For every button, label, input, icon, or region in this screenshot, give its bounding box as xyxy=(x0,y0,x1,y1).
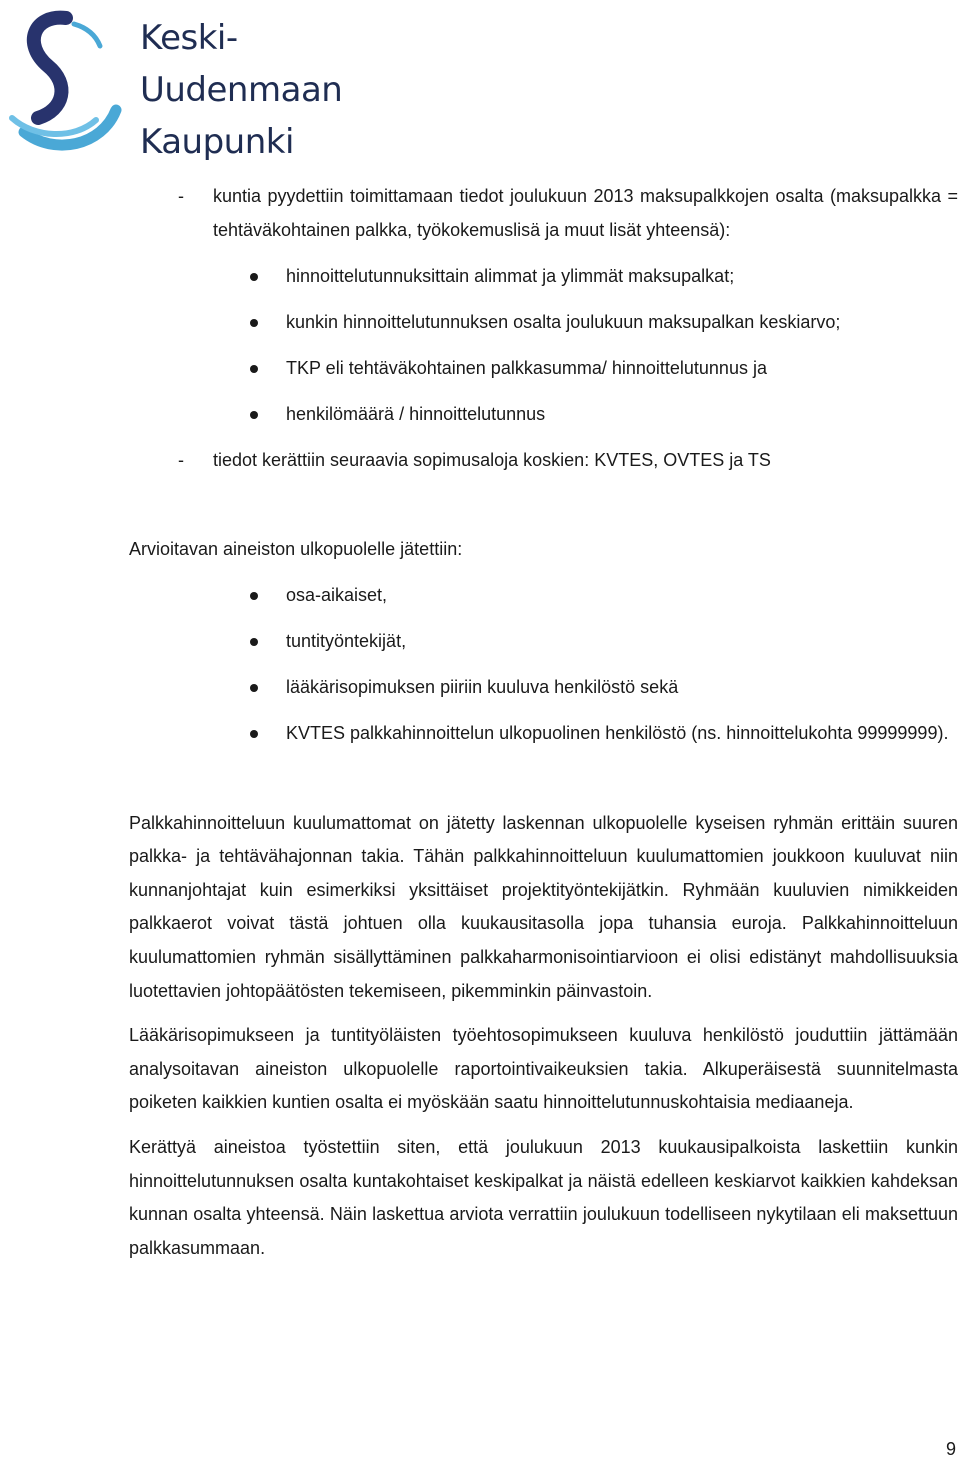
body-paragraph: Palkkahinnoitteluun kuulumattomat on jätetty laskennan ulkopuolelle kyseisen ryhmän erittäin suuren palkka- ja tehtävähajonnan takia. Tähän palkkahinnoitteluun kuulumattomien joukkoon kuuluvat niin kunnanjohtajat kuin esimerkiksi yksittäiset projektityöntekijätkin. Ryhmään kuuluvien nimikkeiden palkkaerot voivat tästä johtuen olla kuukausitasolla jopa tuhansia euroja. Palkkahinnoitteluun kuulumattomien ryhmän sisällyttäminen palkkaharmonisointiarvioon ei olisi edistänyt mahdollisuuksia luotettavien johtopäätösten tekemiseen, pikemminkin päinvastoin. xyxy=(129,812,958,1001)
bullet-list-item xyxy=(129,260,958,294)
list-item-text: tiedot kerättiin seuraavia sopimusaloja koskien: KVTES, OVTES ja TS xyxy=(213,449,771,470)
body-paragraph: Lääkärisopimukseen ja tuntityöläisten työehtosopimukseen kuuluva henkilöstö jouduttiin jättämään analysoitavan aineiston ulkopuolelle raportointivaikeuksien takia. Alkuperäisestä suunnitelmasta poiketen kaikkien kuntien osalta ei myöskään saatu hinnoittelutunnuskohtaisia mediaaneja. xyxy=(129,1025,958,1113)
logo-line: Uudenmaan xyxy=(140,70,343,110)
list-item-text: osa-aikaiset, xyxy=(286,585,388,606)
bullet-icon xyxy=(250,365,258,373)
logo-swirl-icon xyxy=(4,6,134,156)
excluded-heading: Arvioitavan aineiston ulkopuolelle jätettiin: xyxy=(129,539,463,560)
bullet-icon xyxy=(250,273,258,281)
bullet-list-item xyxy=(129,717,958,751)
document-body xyxy=(129,180,958,1265)
bullet-list-item xyxy=(129,625,958,659)
bullet-list-item xyxy=(129,398,958,432)
bullet-icon xyxy=(250,411,258,419)
bullet-list-item xyxy=(129,352,958,386)
list-item-text: KVTES palkkahinnoittelun ulkopuolinen henkilöstö (ns. hinnoittelukohta 99999999). xyxy=(286,723,949,744)
bullet-icon xyxy=(250,730,258,738)
logo xyxy=(4,6,343,162)
logo-line: Kaupunki xyxy=(140,122,294,162)
bullet-icon xyxy=(250,319,258,327)
list-item-text: lääkärisopimuksen piiriin kuuluva henkilöstö sekä xyxy=(286,677,679,698)
list-item-text: TKP eli tehtäväkohtainen palkkasumma/ hinnoittelutunnus ja xyxy=(286,357,767,378)
dash-list-item xyxy=(129,444,958,478)
list-item-text: kuntia pyydettiin toimittamaan tiedot joulukuun 2013 maksupalkkojen osalta (maksupalkka = tehtäväkohtainen palkka, työkokemuslisä ja muut lisät yhteensä): xyxy=(213,186,958,240)
list-item-text: hinnoittelutunnuksittain alimmat ja ylimmät maksupalkat; xyxy=(286,265,735,286)
list-item-text: henkilömäärä / hinnoittelutunnus xyxy=(286,403,546,424)
logo-line: Keski- xyxy=(140,18,238,58)
list-item-text: kunkin hinnoittelutunnuksen osalta joulukuun maksupalkan keskiarvo; xyxy=(286,311,841,332)
page-number: 9 xyxy=(945,1439,956,1459)
dash-marker: - xyxy=(178,449,184,470)
list-item-text: tuntityöntekijät, xyxy=(286,631,407,652)
dash-marker: - xyxy=(178,186,184,206)
bullet-icon xyxy=(250,684,258,692)
bullet-list-item xyxy=(129,671,958,705)
bullet-icon xyxy=(250,638,258,646)
bullet-list-item xyxy=(129,306,958,340)
logo-wordmark xyxy=(140,12,342,168)
body-paragraph: Kerättyä aineistoa työstettiin siten, että joulukuun 2013 kuukausipalkoista laskettiin kunkin hinnoittelutunnuksen osalta kuntakohtaiset keskipalkat ja näistä edelleen keskiarvot kaikkien kahdeksan kunnan osalta yhteensä. Näin laskettua arviota verrattiin joulukuun todelliseen nykytilaan eli maksettuun palkkasummaan. xyxy=(129,1136,958,1258)
bullet-list-item xyxy=(129,579,958,613)
bullet-icon xyxy=(250,592,258,600)
dash-list-item xyxy=(129,180,958,247)
